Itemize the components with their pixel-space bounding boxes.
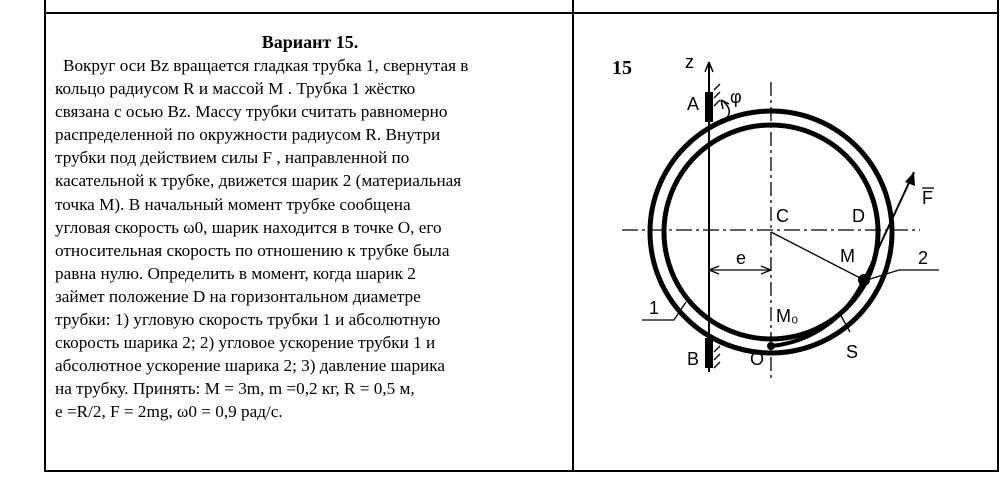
label-d: D bbox=[852, 206, 865, 226]
task-line: займет положение D на горизонтальном диаметре bbox=[55, 286, 421, 306]
task-text bbox=[55, 54, 565, 424]
task-line: на трубку. Принять: M = 3m, m =0,2 кг, R = 0,5 м, bbox=[55, 379, 415, 399]
task-cell bbox=[55, 30, 565, 424]
axis-shaft-top bbox=[705, 92, 713, 122]
axis-shaft-bottom bbox=[705, 338, 713, 368]
figure-cell bbox=[574, 12, 999, 470]
label-f: F bbox=[922, 188, 933, 208]
task-line: Вокруг оси Bz вращается гладкая трубка 1, свернутая в bbox=[63, 56, 469, 75]
task-line: трубки: 1) угловую скорость трубки 1 и абсолютную bbox=[55, 310, 441, 330]
task-line: угловая скорость ω0, шарик находится в точке O, его bbox=[55, 217, 442, 237]
mechanism-diagram bbox=[574, 12, 999, 470]
point-o-dot bbox=[767, 342, 775, 350]
label-z: z bbox=[685, 52, 694, 72]
task-line: распределенной по окружности радиусом R. Внутри bbox=[55, 125, 441, 145]
label-b: B bbox=[687, 349, 700, 369]
task-line: кольцо радиусом R и массой M . Трубка 1 жёстко bbox=[55, 79, 416, 99]
label-1: 1 bbox=[649, 298, 660, 318]
task-line: равна нулю. Определить в момент, когда шарик 2 bbox=[55, 263, 416, 283]
task-line: трубки под действием силы F , направленной по bbox=[55, 148, 410, 168]
label-m: M bbox=[840, 246, 855, 266]
table-border-left bbox=[44, 0, 46, 472]
leader-2 bbox=[867, 270, 939, 280]
label-s: S bbox=[846, 342, 859, 362]
label-o: O bbox=[750, 349, 765, 369]
label-2: 2 bbox=[918, 248, 929, 268]
label-e: e bbox=[736, 248, 747, 268]
task-line: e =R/2, F = 2mg, ω0 = 0,9 рад/с. bbox=[55, 402, 283, 422]
label-phi: φ bbox=[730, 87, 742, 107]
task-line: касательной к трубке, движется шарик 2 (материальная bbox=[55, 171, 462, 191]
task-line: точка M). В начальный момент трубке сообщена bbox=[55, 194, 411, 214]
bearing-b-hatch bbox=[714, 346, 720, 368]
task-line: скорость шарика 2; 2) угловое ускорение трубки 1 и bbox=[55, 333, 436, 353]
label-a: A bbox=[687, 94, 700, 114]
force-f-arrowhead bbox=[905, 172, 915, 186]
task-title: Вариант 15. bbox=[261, 32, 359, 52]
task-line: относительная скорость по отношению к трубке была bbox=[55, 240, 450, 260]
label-c: C bbox=[776, 206, 789, 226]
bearing-a-hatch bbox=[714, 84, 720, 106]
figure-number: 15 bbox=[612, 57, 632, 79]
table-border-bottom bbox=[44, 470, 999, 472]
label-m0: M₀ bbox=[776, 306, 799, 326]
task-line: абсолютное ускорение шарика 2; 3) давление шарика bbox=[55, 356, 445, 376]
task-line: связана с осью Bz. Массу трубки считать равномерно bbox=[55, 102, 448, 122]
